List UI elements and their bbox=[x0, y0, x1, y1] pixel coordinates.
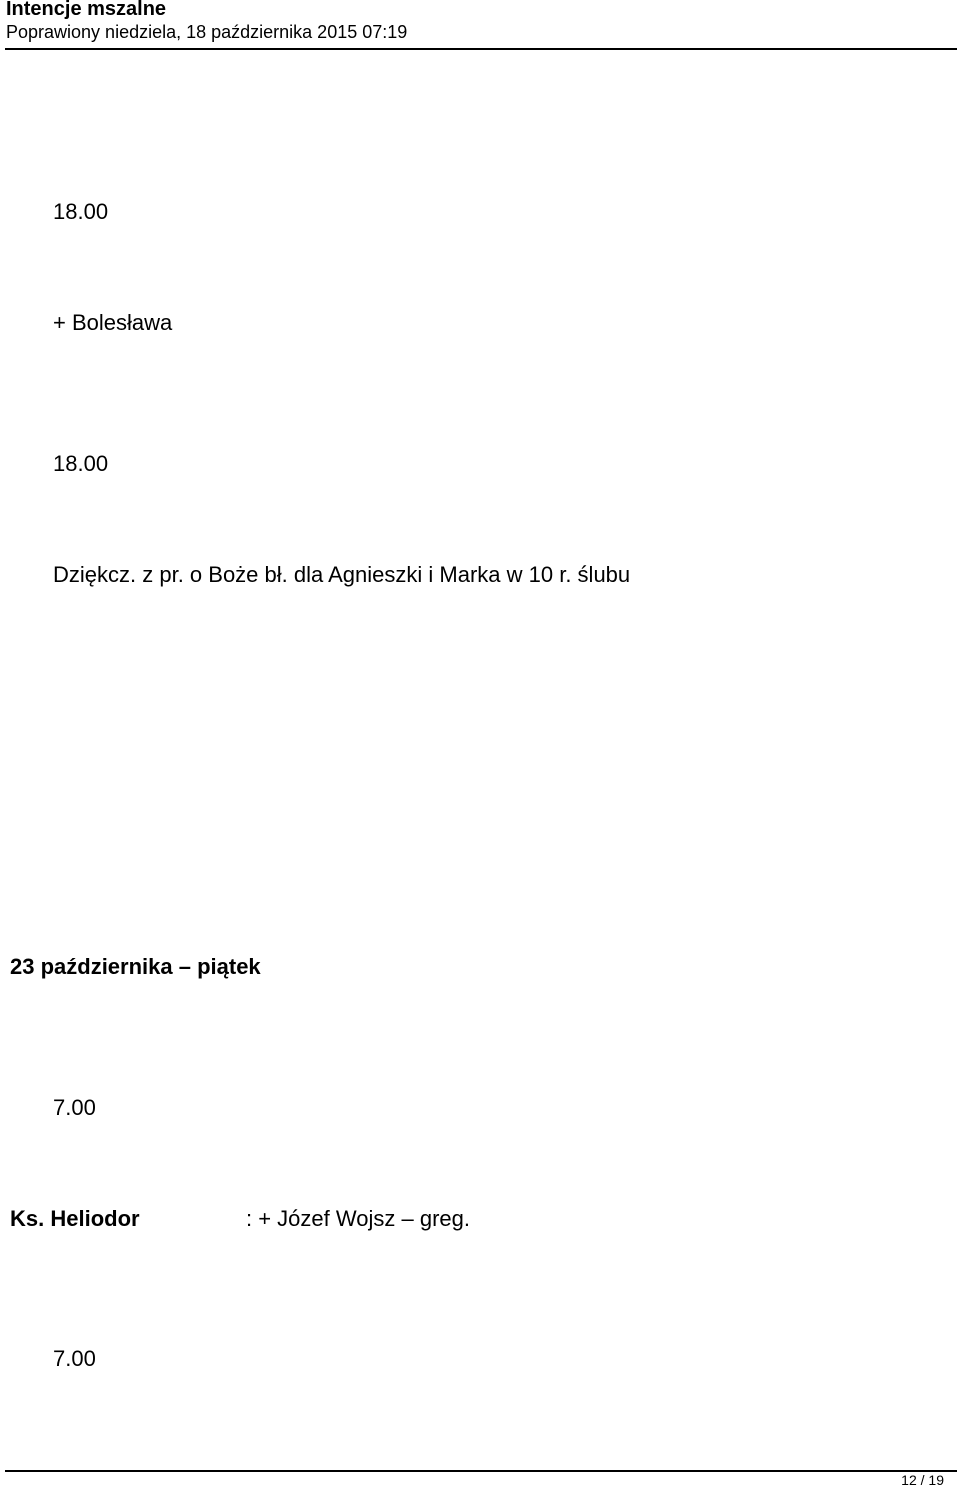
mass-intention: : + Józef Wojsz – greg. bbox=[246, 1206, 470, 1231]
mass-time: 7.00 bbox=[53, 1346, 96, 1371]
modified-date: Poprawiony niedziela, 18 października 2015 07:19 bbox=[6, 22, 408, 42]
mass-intention: Dziękcz. z pr. o Boże bł. dla Agnieszki i Marka w 10 r. ślubu bbox=[53, 562, 631, 587]
mass-time: 18.00 bbox=[53, 199, 109, 224]
mass-time: 7.00 bbox=[53, 1095, 96, 1120]
page-number: 12 / 19 bbox=[901, 1472, 944, 1488]
day-heading: 23 października – piątek bbox=[10, 954, 261, 979]
document-title: Intencje mszalne bbox=[6, 0, 167, 20]
header-divider bbox=[5, 48, 957, 50]
priest-name: Ks. Heliodor bbox=[10, 1206, 140, 1231]
footer-divider bbox=[5, 1470, 957, 1472]
mass-intention: + Bolesława bbox=[53, 310, 173, 335]
mass-time: 18.00 bbox=[53, 451, 109, 476]
